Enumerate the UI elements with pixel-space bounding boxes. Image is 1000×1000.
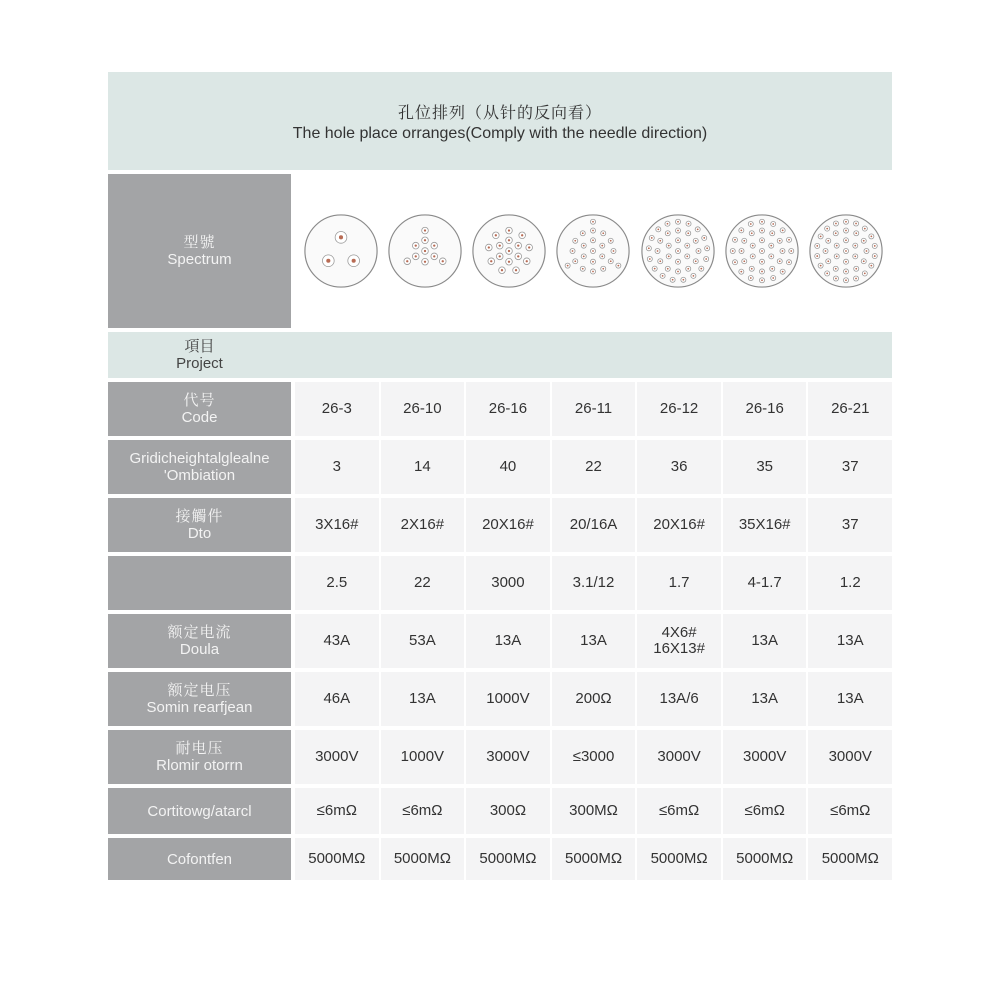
table-cell: 13A [552,614,636,668]
table-cell: 53A [381,614,465,668]
pin-center [528,246,530,248]
pin-center [508,239,510,241]
pin-center [603,232,605,234]
pin-center [694,240,696,242]
table-cell: ≤6mΩ [808,788,892,834]
table-cell: 20/16A [552,498,636,552]
pin-center [575,240,577,242]
table-cell: 20X16# [637,498,721,552]
pin-center [827,260,829,262]
pin-center [583,245,585,247]
table-cell: 3000V [808,730,892,784]
table-cell: 3.1/12 [552,556,636,610]
table-cell: 3000V [637,730,721,784]
row-cells [295,672,892,726]
row-cells [295,614,892,668]
pin-center [666,223,668,225]
table-cell: 26-12 [637,382,721,436]
table-cell: 37 [808,498,892,552]
pin-center [697,250,699,252]
pin-center [593,239,595,241]
pin-center [750,223,752,225]
table-cell: 3000V [723,730,807,784]
connector-diagram-26-11 [554,212,632,290]
pin-center [700,268,702,270]
pin-center [734,261,736,263]
pin-center [870,235,872,237]
pin-center [761,239,763,241]
row-label [108,730,291,784]
row-label [108,838,291,880]
table-cell: 5000MΩ [466,838,550,880]
connector-diagram-26-15 [723,212,801,290]
pin-center [677,250,679,252]
table-cell: 3000V [295,730,379,784]
pin-center [779,260,781,262]
pin-center [835,223,837,225]
pin-center [406,260,408,262]
connector-face-icon [723,212,801,290]
title-band [108,72,892,170]
pin-center [687,268,689,270]
pin-center [567,265,569,267]
pin-center [499,244,501,246]
table-cell: 300MΩ [552,788,636,834]
title-chinese: 孔位排列（从针的反向看） [397,104,602,122]
table-cell: 26-16 [466,382,550,436]
pin-center [855,223,857,225]
pin-center [659,240,661,242]
connector-outline [305,215,377,287]
pin-center [686,245,688,247]
row-label-en: Cofontfen [166,850,233,868]
table-cell: 35 [723,440,807,494]
pin-center [593,250,595,252]
pin-center [855,278,857,280]
connector-face-icon [807,212,885,290]
pin-center [751,232,753,234]
pin-center [779,240,781,242]
connector-face-icon [639,212,717,290]
project-label-en: Project [176,355,223,372]
row-cells [295,838,892,880]
pin-center [648,247,650,249]
pin-center [864,273,866,275]
pin-center [687,223,689,225]
pin-center [575,260,577,262]
pin-center [671,279,673,281]
pin-center [667,255,669,257]
pin-center [740,250,742,252]
table-cell: 5000MΩ [723,838,807,880]
table-row [108,614,892,668]
row-label [108,382,291,436]
pin-center [826,273,828,275]
table-row [108,672,892,726]
pin-center [582,268,584,270]
table-row [108,730,892,784]
pin-center [732,250,734,252]
table-cell: 13A [723,672,807,726]
pin-center [602,245,604,247]
pin-center [864,228,866,230]
pin-center [613,250,615,252]
row-label-en: Dto [187,525,212,542]
table-cell: 1000V [381,730,465,784]
table-cell: 2X16# [381,498,465,552]
table-cell: 46A [295,672,379,726]
row-label [108,498,291,552]
table-cell: 1.2 [808,556,892,610]
pin-center [656,250,658,252]
table-cell: 3 [295,440,379,494]
pin-center [682,279,684,281]
table-cell: 200Ω [552,672,636,726]
pin-center [836,245,838,247]
pin-center [593,261,595,263]
row-label-en: Rlomir otorrn [156,757,243,774]
pin-center [651,237,653,239]
connector-diagram-26-12 [639,212,717,290]
pin-center [836,255,838,257]
row-label-cn: 代号 [183,392,216,409]
row-label-en: Somin rearfjean [146,699,253,716]
table-cell: 2.5 [295,556,379,610]
pin-center [772,277,774,279]
pin-center [835,268,837,270]
pin-center [517,255,519,257]
table-cell: 13A [808,672,892,726]
pin-center [508,229,510,231]
spectrum-label [108,174,291,328]
pin-center [845,230,847,232]
pin-center [649,258,651,260]
pin-center [326,259,330,263]
pin-center [854,245,856,247]
pin-center [761,271,763,273]
connector-diagram-26-3 [302,212,380,290]
connector-diagram-26-10 [386,212,464,290]
pin-center [845,279,847,281]
pin-center [752,245,754,247]
table-cell: 22 [552,440,636,494]
pin-center [593,221,595,223]
row-label [108,672,291,726]
table-cell: 20X16# [466,498,550,552]
pin-center [603,268,605,270]
pin-center [677,230,679,232]
pin-center [696,228,698,230]
table-row [108,556,892,610]
table-cell: ≤6mΩ [381,788,465,834]
spectrum-label-en: Spectrum [167,251,232,268]
pin-center [865,250,867,252]
table-cell: 13A [808,614,892,668]
pin-center [845,239,847,241]
pin-center [424,229,426,231]
pin-center [521,234,523,236]
pin-center [572,250,574,252]
pin-center [854,255,856,257]
table-cell: 5000MΩ [808,838,892,880]
pin-center [835,232,837,234]
row-label-en: Gridicheightalglealne 'Ombiation [129,450,270,484]
pin-center [659,260,661,262]
pin-center [495,234,497,236]
pin-center [602,255,604,257]
table-cell: ≤3000 [552,730,636,784]
table-cell: 36 [637,440,721,494]
pin-center [827,240,829,242]
pin-center [845,221,847,223]
table-cell: 43A [295,614,379,668]
pin-center [782,229,784,231]
pin-center [490,260,492,262]
row-label [108,788,291,834]
table-cell: 4X6# 16X13# [637,614,721,668]
table-cell: 13A/6 [637,672,721,726]
pin-center [706,247,708,249]
pin-center [499,255,501,257]
connector-face-icon [554,212,632,290]
table-row [108,498,892,552]
pin-center [772,223,774,225]
pin-center [816,245,818,247]
pin-center [661,275,663,277]
pin-center [782,271,784,273]
pin-center [686,255,688,257]
pin-center [770,255,772,257]
row-label-cn: 额定电压 [167,682,232,699]
pin-center [845,271,847,273]
row-cells [295,556,892,610]
pin-center [703,237,705,239]
pin-center [667,245,669,247]
table-cell: 13A [381,672,465,726]
title-english: The hole place orranges(Comply with the needle direction) [292,124,708,142]
table-row [108,382,892,436]
pin-center [743,260,745,262]
pin-center [687,232,689,234]
pin-center [517,244,519,246]
pin-center [352,259,356,263]
pin-center [488,246,490,248]
pin-center [433,255,435,257]
table-cell: 26-21 [808,382,892,436]
pin-center [788,239,790,241]
project-row [108,332,892,378]
row-label [108,440,291,494]
pin-center [705,258,707,260]
pin-center [826,228,828,230]
pin-center [694,260,696,262]
pin-center [825,250,827,252]
connector-face-icon [386,212,464,290]
pin-center [415,244,417,246]
pin-center [770,245,772,247]
pin-center [593,230,595,232]
pin-center [761,261,763,263]
pin-center [788,261,790,263]
pin-center [508,261,510,263]
spec-sheet [108,72,892,884]
pin-center [771,268,773,270]
table-cell: 5000MΩ [552,838,636,880]
spectrum-label-cn: 型號 [183,234,216,251]
row-label-cn: 接觸件 [175,508,224,525]
pin-center [870,265,872,267]
pin-center [526,260,528,262]
row-label-en: Doula [179,641,220,658]
pin-center [667,268,669,270]
table-cell: 40 [466,440,550,494]
table-cell: 13A [466,614,550,668]
pin-center [442,260,444,262]
pin-center [820,235,822,237]
project-label-cn: 項目 [184,338,215,355]
row-label-en: Code [181,409,218,426]
table-cell: 22 [381,556,465,610]
connector-diagram-26-16 [470,212,548,290]
pin-center [583,255,585,257]
pin-center [653,268,655,270]
pin-center [771,232,773,234]
pin-center [501,269,503,271]
spec-table [108,382,892,880]
table-cell: 13A [723,614,807,668]
pin-center [582,232,584,234]
pin-center [593,271,595,273]
pin-center [677,221,679,223]
pin-center [508,250,510,252]
pin-center [874,255,876,257]
pin-center [424,250,426,252]
table-cell: 3X16# [295,498,379,552]
pin-center [835,278,837,280]
pin-center [618,265,620,267]
pin-center [761,221,763,223]
table-row [108,838,892,880]
pin-center [761,250,763,252]
connector-face-icon [470,212,548,290]
pin-center [677,271,679,273]
pin-center [761,279,763,281]
pin-center [677,261,679,263]
row-label-cn: 耐电压 [175,740,224,757]
table-cell: 3000 [466,556,550,610]
pin-center [781,250,783,252]
table-cell: 37 [808,440,892,494]
pin-center [424,239,426,241]
pin-center [433,244,435,246]
table-cell: 5000MΩ [295,838,379,880]
pin-center [692,275,694,277]
pin-center [339,235,343,239]
pin-center [610,260,612,262]
table-cell: 5000MΩ [637,838,721,880]
connector-face-icon [302,212,380,290]
pin-center [677,239,679,241]
row-label [108,614,291,668]
pin-center [610,240,612,242]
spectrum-diagrams [295,174,892,328]
table-cell: 26-16 [723,382,807,436]
table-cell: 3000V [466,730,550,784]
connector-diagram-26-21 [807,212,885,290]
table-cell: 1000V [466,672,550,726]
row-cells [295,440,892,494]
pin-center [874,245,876,247]
pin-center [845,250,847,252]
table-cell: ≤6mΩ [637,788,721,834]
table-cell: 26-11 [552,382,636,436]
pin-center [740,271,742,273]
pin-center [863,260,865,262]
pin-center [761,230,763,232]
table-cell: 1.7 [637,556,721,610]
table-cell: 14 [381,440,465,494]
pin-center [424,261,426,263]
pin-center [816,255,818,257]
pin-center [752,255,754,257]
pin-center [790,250,792,252]
pin-center [657,228,659,230]
pin-center [515,269,517,271]
table-row [108,788,892,834]
table-cell: 5000MΩ [381,838,465,880]
pin-center [667,232,669,234]
table-cell: 26-3 [295,382,379,436]
pin-center [750,277,752,279]
table-row [108,440,892,494]
pin-center [415,255,417,257]
row-cells [295,498,892,552]
row-cells [295,382,892,436]
table-cell: 26-10 [381,382,465,436]
row-cells [295,788,892,834]
pin-center [845,261,847,263]
pin-center [734,239,736,241]
row-cells [295,730,892,784]
row-label [108,556,291,610]
table-cell: 300Ω [466,788,550,834]
spectrum-row [108,174,892,328]
pin-center [743,240,745,242]
table-cell: 35X16# [723,498,807,552]
row-label-cn: 额定电流 [167,624,232,641]
table-cell: ≤6mΩ [723,788,807,834]
pin-center [855,268,857,270]
pin-center [863,240,865,242]
pin-center [740,229,742,231]
pin-center [820,265,822,267]
table-cell: 4-1.7 [723,556,807,610]
pin-center [855,232,857,234]
table-cell: ≤6mΩ [295,788,379,834]
project-label [108,338,291,372]
pin-center [751,268,753,270]
row-label-en: Cortitowg/atarcl [147,802,252,820]
